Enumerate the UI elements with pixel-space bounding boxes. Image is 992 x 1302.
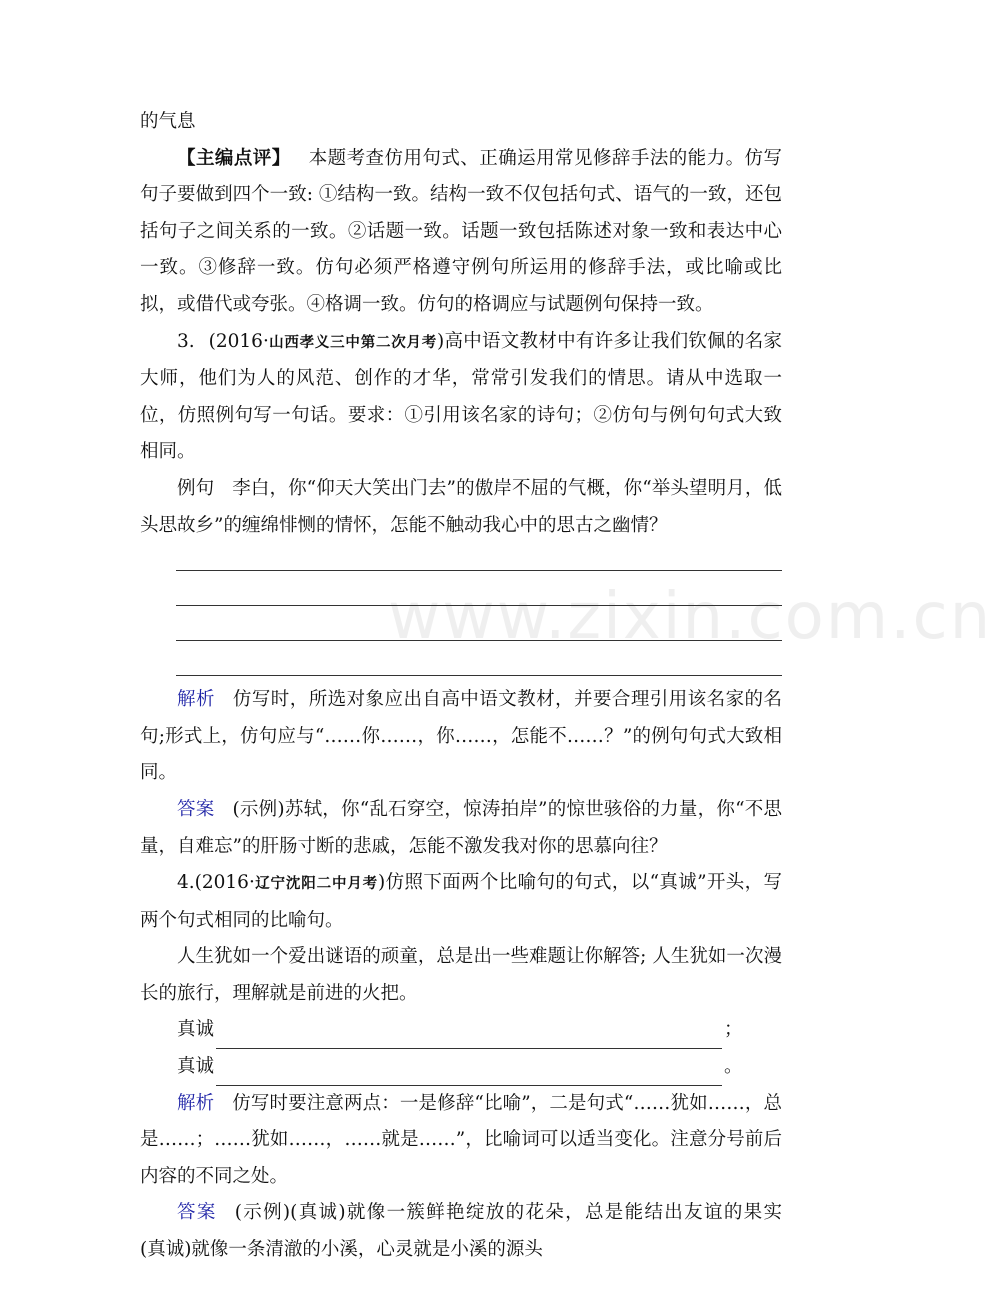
q3-analysis xyxy=(140,682,782,792)
q3-example-text: 李白，你“仰天大笑出门去”的傲岸不屈的气概，你“举头望明月，低头思故乡”的缠绵悱恻的情怀，怎能不触动我心中的思古之幽情？ xyxy=(140,477,782,536)
q4-answer-label: 答案 xyxy=(177,1202,217,1224)
fill-prefix: 真诚 xyxy=(177,1056,215,1078)
answer-line[interactable] xyxy=(176,606,782,641)
q4-stem xyxy=(140,865,782,939)
q4-fill-row-1 xyxy=(140,1012,782,1049)
q3-answer-lines[interactable] xyxy=(140,548,782,676)
q4-source-name: 辽宁沈阳二中月考 xyxy=(254,876,379,893)
q3-analysis-label: 解析 xyxy=(177,689,215,711)
q4-source-close: ) xyxy=(378,872,386,894)
q4-source-year: (2016· xyxy=(194,872,255,894)
q3-example-label: 例句 xyxy=(177,477,215,499)
prev-tail: 的气息 xyxy=(140,111,196,132)
q4-text: 仿照下面两个比喻句的句式，以“真诚”开头，写两个句式相同的比喻句。 xyxy=(140,872,783,931)
q3-source-close: ) xyxy=(437,330,445,352)
q4-number: 4. xyxy=(177,872,195,894)
q4-analysis-label: 解析 xyxy=(177,1092,215,1114)
answer-line[interactable] xyxy=(176,641,782,676)
fill-suffix: 。 xyxy=(724,1056,743,1078)
fill-blank-1[interactable] xyxy=(216,1022,722,1049)
comment-label: 【主编点评】 xyxy=(177,147,291,169)
comment-paragraph xyxy=(140,141,782,324)
q4-answer xyxy=(140,1195,801,1268)
fill-suffix: ； xyxy=(724,1019,743,1041)
q3-answer xyxy=(140,792,782,865)
q3-analysis-text: 仿写时，所选对象应出自高中语文教材，并要合理引用该名家的名句;形式上，仿句应与“……你……，你……，怎能不……？”的例句句式大致相同。 xyxy=(140,689,782,784)
q4-answer-text: (示例)(真诚)就像一簇鲜艳绽放的花朵，总是能结出友谊的果实 (真诚)就像一条清澈的小溪，心灵就是小溪的源头 xyxy=(140,1202,801,1261)
q3-source-year: (2016· xyxy=(208,330,269,352)
q3-number: 3. xyxy=(177,330,195,352)
watermark: www.zixin.com.cn xyxy=(388,580,992,654)
q3-answer-label: 答案 xyxy=(177,798,215,820)
q3-example xyxy=(140,471,782,544)
q3-stem xyxy=(140,324,782,471)
q4-analysis-text: 仿写时要注意两点：一是修辞“比喻”，二是句式“……犹如……，总是……；……犹如……，……就是……”，比喻词可以适当变化。注意分号前后内容的不同之处。 xyxy=(140,1092,782,1187)
answer-line[interactable] xyxy=(176,548,782,571)
q3-source-name: 山西孝义三中第二次月考 xyxy=(268,334,438,351)
q3-answer-text: (示例)苏轼，你“乱石穿空，惊涛拍岸”的惊世骇俗的力量，你“不思量，自难忘”的肝肠寸断的悲戚，怎能不激发我对你的思慕向往？ xyxy=(140,798,782,857)
fill-prefix: 真诚 xyxy=(177,1019,215,1041)
comment-text: 本题考查仿用句式、正确运用常见修辞手法的能力。仿写句子要做到四个一致: ①结构一致。结构一致不仅包括句式、语气的一致，还包括句子之间关系的一致。②话题一致。话题一致包括陈述对象一致和表达中心一致。③修辞一致。仿句必须严格遵守例句所运用的修辞手法，或比喻或比拟，或借代或夸张。④格调一致。仿句的格调应与试题例句保持一致。 xyxy=(140,147,782,315)
q4-example: 人生犹如一个爱出谜语的顽童，总是出一些难题让你解答; 人生犹如一次漫长的旅行，理解就是前进的火把。 xyxy=(140,946,782,1004)
q3-text: 高中语文教材中有许多让我们钦佩的名家大师，他们为人的风范、创作的才华，常常引发我们的情思。请从中选取一位，仿照例句写一句话。要求：①引用该名家的诗句；②仿句与例句句式大致相同。 xyxy=(140,330,782,463)
answer-line[interactable] xyxy=(176,571,782,606)
q4-analysis xyxy=(140,1086,782,1196)
fill-blank-2[interactable] xyxy=(216,1059,722,1086)
document-page xyxy=(140,104,801,1269)
q4-fill-row-2 xyxy=(140,1049,782,1086)
